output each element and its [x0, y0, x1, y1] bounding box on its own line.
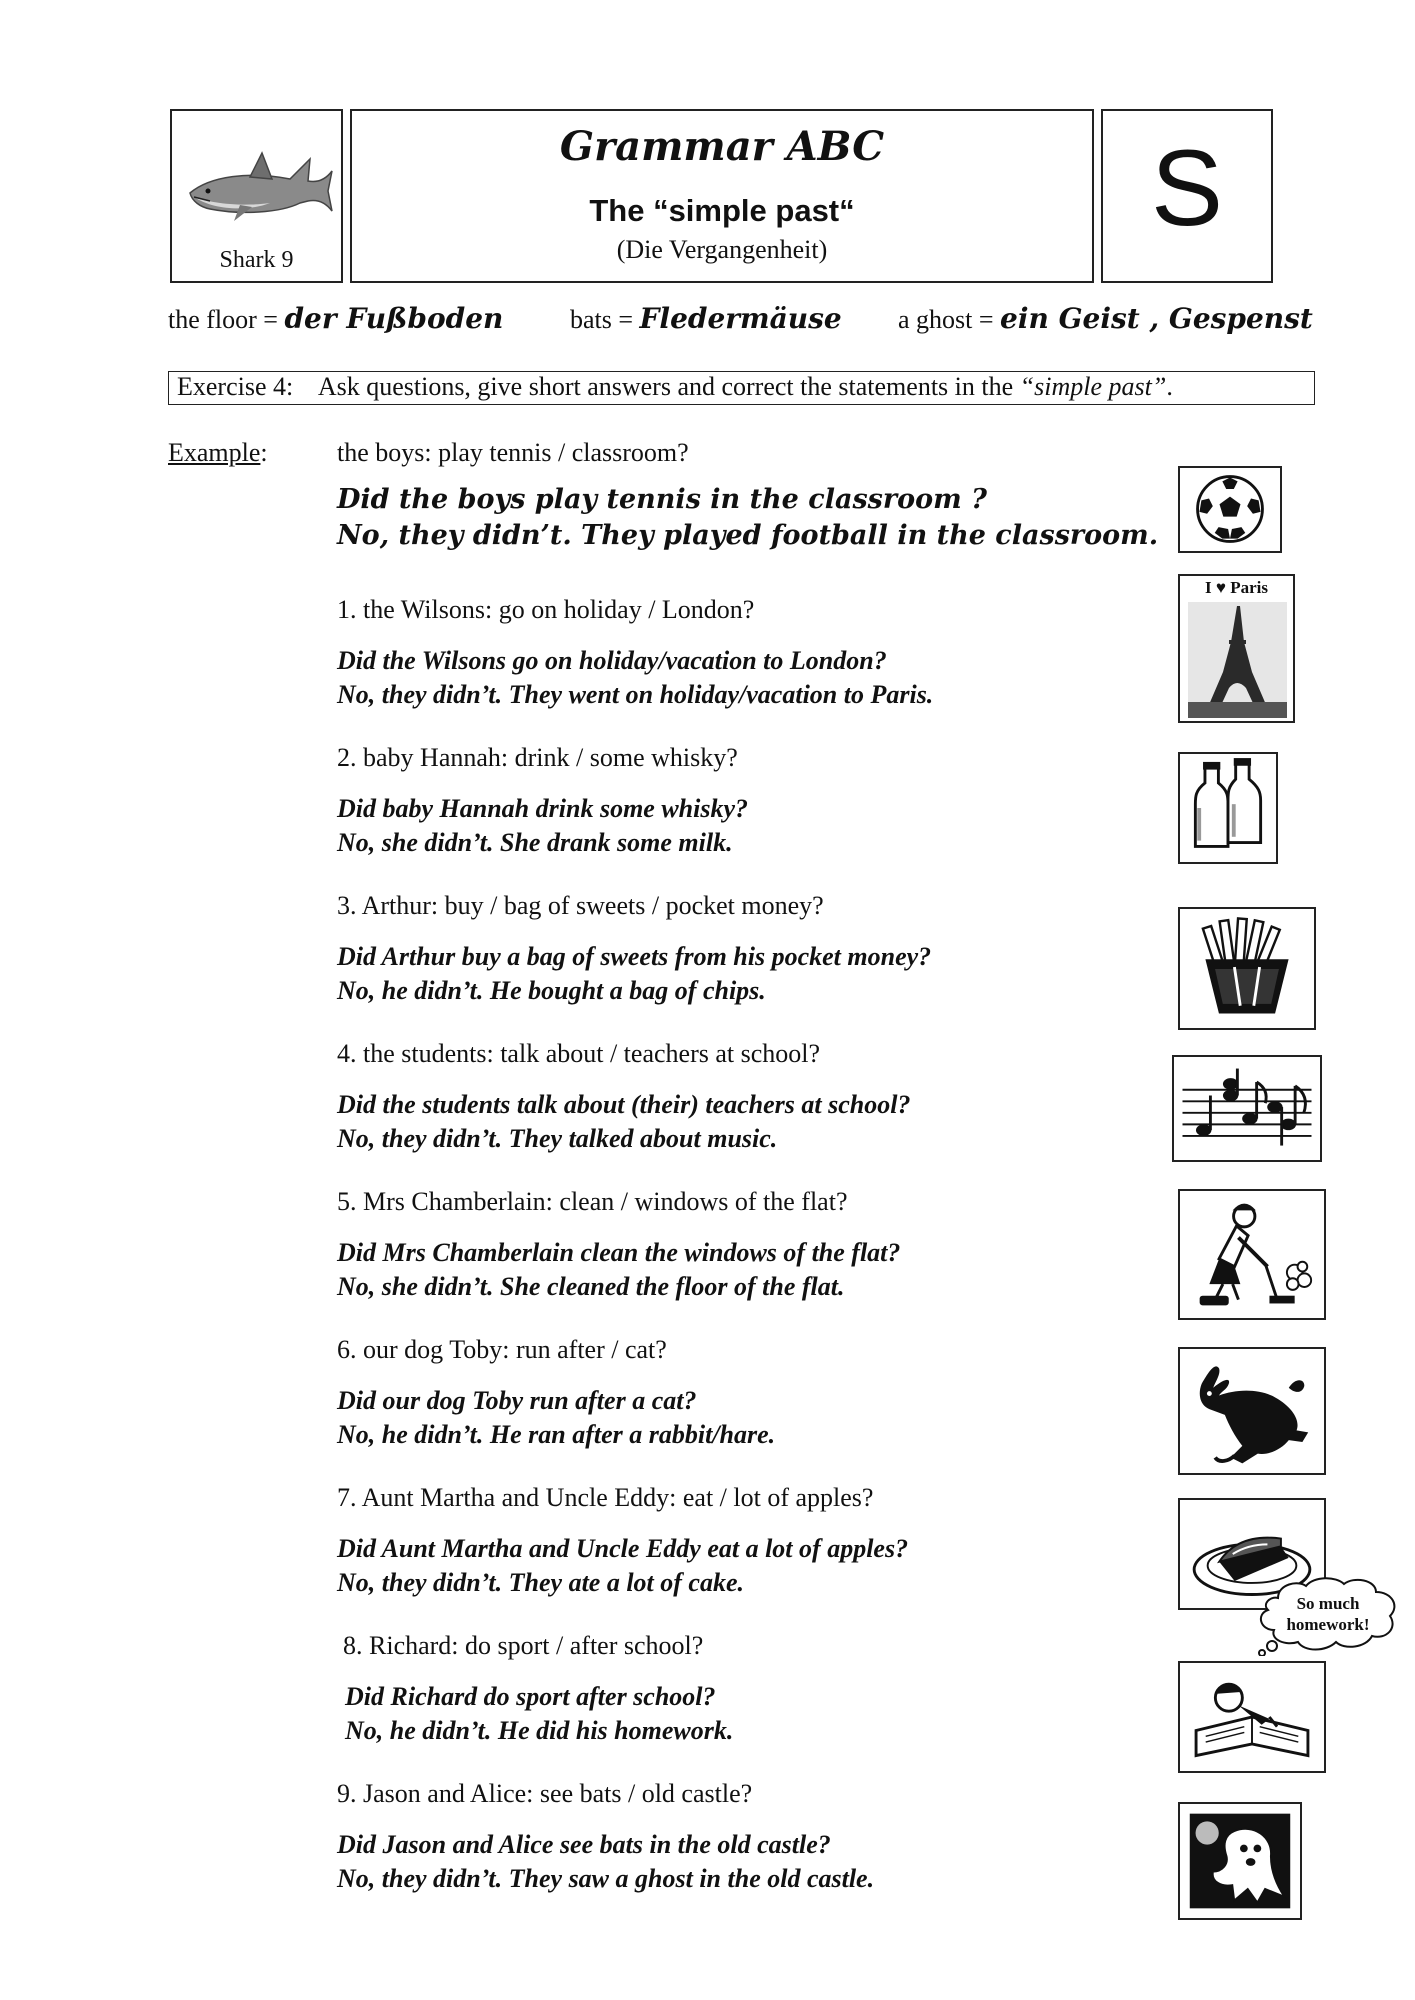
vocab-bats [570, 302, 842, 335]
football-icon [1180, 468, 1280, 551]
letter-box [1101, 109, 1273, 283]
item-5-prompt: 5. Mrs Chamberlain: clean / windows of the flat? [337, 1187, 848, 1216]
eiffel-tower-icon [1188, 602, 1287, 718]
shark-icon [180, 141, 335, 231]
homework-picture [1178, 1661, 1326, 1773]
item-6-prompt: 6. our dog Toby: run after / cat? [337, 1335, 667, 1364]
vocab-floor-en: the floor = [168, 305, 278, 334]
rabbit-icon [1180, 1349, 1324, 1473]
vocab-bats-en: bats = [570, 305, 634, 334]
milk-bottles-icon [1180, 754, 1276, 862]
bubble-text-1: So much [1296, 1594, 1360, 1613]
example-label-colon: : [260, 438, 268, 467]
item-2-prompt: 2. baby Hannah: drink / some whisky? [337, 743, 738, 772]
paris-picture [1178, 574, 1295, 723]
item-4-answer [337, 1088, 911, 1156]
shark-caption: Shark 9 [219, 247, 294, 273]
item-3-answer [337, 940, 931, 1008]
vocab-ghost-en: a ghost = [898, 305, 994, 334]
exercise-instruction: Ask questions, give short answers and correct the statements in the [317, 372, 1014, 401]
paris-label: I ♥ Paris [1205, 578, 1268, 597]
bubble-text-2: homework! [1286, 1615, 1370, 1634]
ghost-icon [1180, 1804, 1300, 1918]
item-8-response: No, he didn’t. He did his homework. [345, 1716, 734, 1745]
item-3-question: Did Arthur buy a bag of sweets from his pocket money? [337, 942, 932, 971]
title-box [350, 109, 1094, 283]
exercise-instruction-end: . [1166, 372, 1173, 401]
item-7-response: No, they didn’t. They ate a lot of cake. [337, 1568, 745, 1597]
example-label-wrap [168, 438, 268, 468]
item-9-response: No, they didn’t. They saw a ghost in the old castle. [337, 1864, 875, 1893]
item-2-question: Did baby Hannah drink some whisky? [337, 794, 749, 823]
item-3-response: No, he didn’t. He bought a bag of chips. [337, 976, 766, 1005]
item-7-prompt: 7. Aunt Martha and Uncle Eddy: eat / lot of apples? [337, 1483, 874, 1512]
page-title: Grammar ABC [559, 123, 885, 170]
exercise-line [177, 372, 1173, 402]
item-4-prompt: 4. the students: talk about / teachers at school? [337, 1039, 821, 1068]
exercise-label: Exercise 4: [177, 372, 294, 401]
item-6-question: Did our dog Toby run after a cat? [337, 1386, 697, 1415]
cleaning-picture [1178, 1189, 1326, 1320]
item-5-question: Did Mrs Chamberlain clean the windows of the flat? [337, 1238, 901, 1267]
exercise-box [168, 371, 1315, 405]
item-5-answer [337, 1236, 900, 1304]
item-1-answer [337, 644, 933, 712]
vocab-ghost [898, 302, 1313, 335]
item-1-response: No, they didn’t. They went on holiday/vacation to Paris. [337, 680, 934, 709]
item-8-prompt: 8. Richard: do sport / after school? [343, 1631, 704, 1660]
milk-picture [1178, 752, 1278, 864]
item-1-question: Did the Wilsons go on holiday/vacation to London? [337, 646, 887, 675]
vocab-floor [168, 302, 503, 335]
vocab-ghost-de: ein Geist , Gespenst [1000, 302, 1313, 335]
example-answer-2: No, they didn’t. They played football in the classroom. [337, 520, 1159, 551]
vocab-floor-de: der Fußboden [284, 302, 504, 335]
item-9-answer [337, 1828, 874, 1896]
item-1-prompt: 1. the Wilsons: go on holiday / London? [337, 595, 755, 624]
rabbit-picture [1178, 1347, 1326, 1475]
item-8-answer [345, 1680, 733, 1748]
page-subtitle-german: (Die Vergangenheit) [616, 235, 828, 264]
item-7-question: Did Aunt Martha and Uncle Eddy eat a lot of apples? [337, 1534, 909, 1563]
cleaning-woman-icon [1180, 1191, 1324, 1318]
ghost-picture [1178, 1802, 1302, 1920]
item-6-response: No, he didn’t. He ran after a rabbit/hare. [337, 1420, 776, 1449]
item-7-answer [337, 1532, 908, 1600]
item-3-prompt: 3. Arthur: buy / bag of sweets / pocket money? [337, 891, 824, 920]
chips-icon [1180, 909, 1314, 1028]
page-subtitle: The “simple past“ [589, 193, 855, 228]
item-9-prompt: 9. Jason and Alice: see bats / old castle? [337, 1779, 753, 1808]
homework-thought-bubble [1252, 1576, 1404, 1656]
vocab-bats-de: Fledermäuse [639, 302, 842, 335]
example-label: Example [168, 438, 261, 467]
section-letter: S [1150, 127, 1224, 248]
chips-picture [1178, 907, 1316, 1030]
item-6-answer [337, 1384, 775, 1452]
shark-box [170, 109, 343, 283]
music-picture [1172, 1055, 1322, 1162]
homework-boy-icon [1180, 1663, 1324, 1771]
item-5-response: No, she didn’t. She cleaned the floor of the flat. [337, 1272, 845, 1301]
item-9-question: Did Jason and Alice see bats in the old castle? [337, 1830, 831, 1859]
item-2-response: No, she didn’t. She drank some milk. [337, 828, 733, 857]
item-4-response: No, they didn’t. They talked about music. [337, 1124, 778, 1153]
football-picture [1178, 466, 1282, 553]
item-2-answer [337, 792, 748, 860]
example-answer-1: Did the boys play tennis in the classroom ? [337, 484, 987, 515]
exercise-instruction-em: “simple past” [1019, 372, 1167, 401]
example-prompt: the boys: play tennis / classroom? [337, 438, 689, 467]
item-4-question: Did the students talk about (their) teachers at school? [337, 1090, 911, 1119]
music-notes-icon [1174, 1057, 1320, 1160]
item-8-question: Did Richard do sport after school? [345, 1682, 716, 1711]
